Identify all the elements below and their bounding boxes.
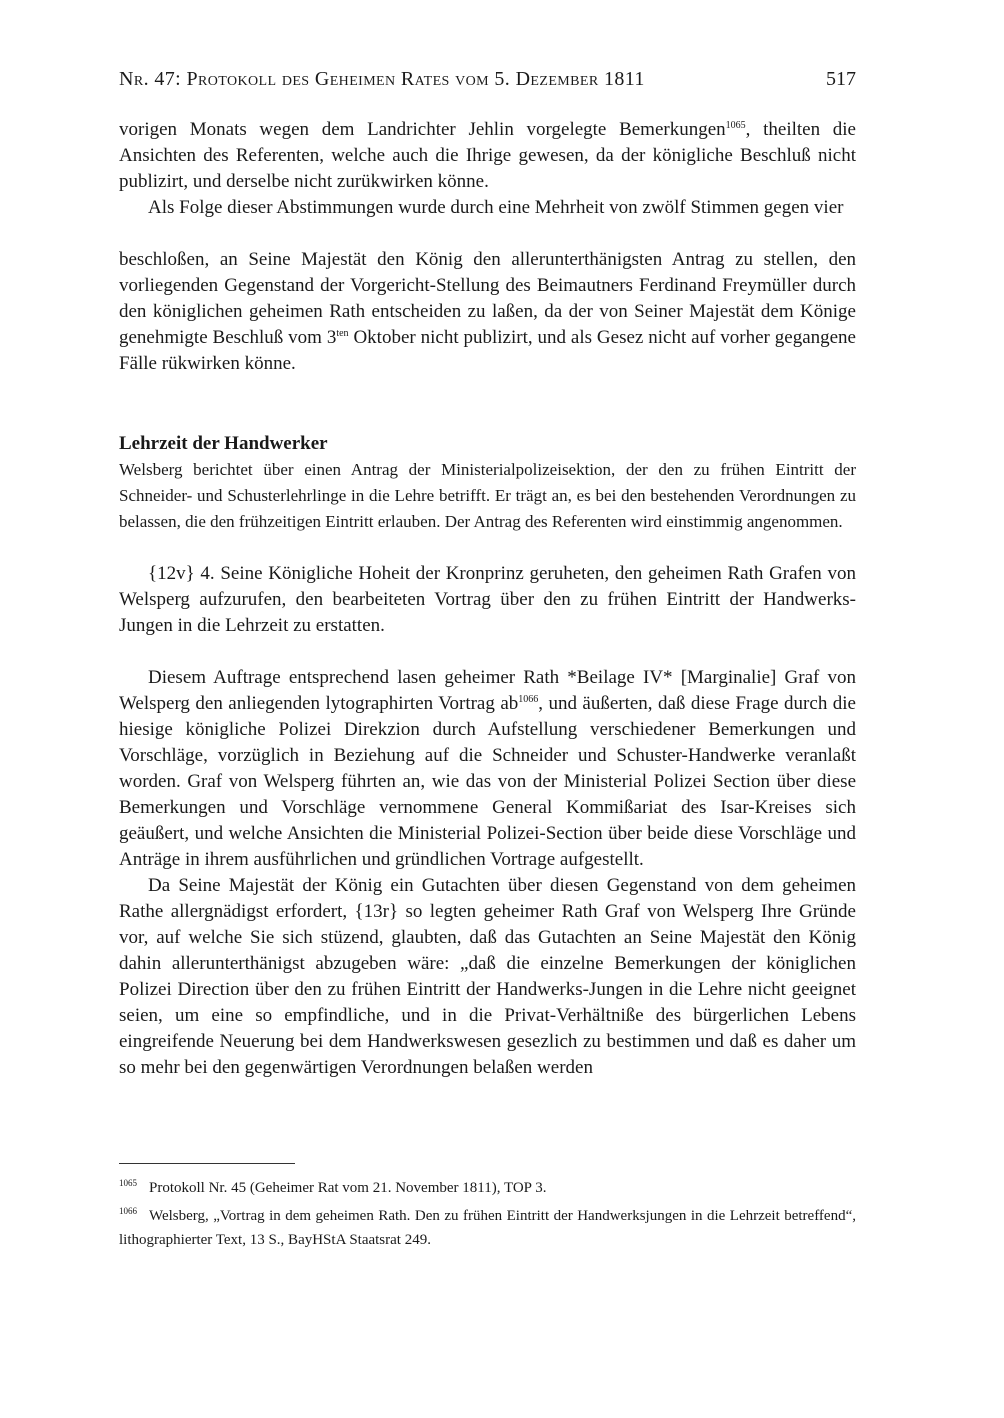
footnote-ref-1066[interactable]: 1066 [518, 694, 539, 705]
section-heading: Lehrzeit der Handwerker [119, 433, 328, 454]
page-number: 517 [826, 68, 856, 90]
footnote-number: 1065 [119, 1178, 137, 1188]
main-text [119, 117, 856, 1081]
resolution-block: beschloßen, an Seine Majestät den König den allerunterthänigsten Antrag zu stellen, den vorliegenden Gegenstand der Vorgericht-Stellung des Beimautners Ferdinand Freymüller durch den königlichen geheimen Rath entscheiden zu laßen, da der von Seiner Majestät dem Könige genehmigte Beschluß vom $3^{ten}$ Oktober nicht publizirt, und als Gesez nicht auf vorher gegangene Fälle rükwirken könne. [119, 249, 856, 374]
running-title: Nr. 47: Protokoll des Geheimen Rates vom 5. Dezember 1811 [119, 68, 645, 90]
paragraph-item-4: {12v} 4. Seine Königliche Hoheit der Kronprinz geruheten, den geheimen Rath Grafen von Welsperg aufzurufen, den bearbeiteten Vortrag über den zu frühen Eintritt der Handwerks-Jungen in die Lehrzeit zu erstatten. [119, 563, 856, 636]
section-summary: Welsberg berichtet über einen Antrag der Ministerialpolizeisektion, der den zu frühen Eintritt der Schneider- und Schusterlehrlinge in die Lehre betrifft. Er trägt an, es bei den bestehenden Verordnungen zu belassen, die den frühzeitigen Eintritt erlauben. Der Antrag des Referenten wird einstimmig angenommen. [119, 460, 856, 531]
paragraph-opinion: Da Seine Majestät der König ein Gutachten über diesen Gegenstand von dem geheimen Rathe allergnädigst erfordert, {13r} so legten geheimer Rath Graf von Welsperg Ihre Gründe vor, auf welche Sie sich stüzend, glaubten, daß das Gutachten an Seine Majestät den König dahin allerunterthänigst abzugeben wäre: „daß die einzelne Bemerkungen der königlichen Polizei Direction über den zu frühen Eintritt der Handwerks-Jungen in die Lehre nicht geeignet seien, um eine so empfindliche, und in die Privat-Verhältniße des bürgerlichen Lebens eingreifende Neuerung bei dem Handwerkswesen gesezlich zu bestimmen und daß es daher um so mehr bei den gegenwärtigen Verordnungen belaßen werden [119, 875, 856, 1078]
footnote-text: Welsberg, „Vortrag in dem geheimen Rath. Den zu frühen Eintritt der Handwerksjungen in die Lehrzeit betreffend“, lithographierter Text, 13 S., BayHStA Staatsrat 249. [119, 1208, 856, 1248]
paragraph-report: Diesem Auftrage entsprechend lasen geheimer Rath *Beilage IV* [Marginalie] Graf von Welsperg den anliegenden lytographirten Vortrag $ab^{1066}$, und äußerten, daß diese Frage durch die hiesige königliche Polizei Direkzion durch Aufstellung verschiedener Bemerkungen und Vorschläge, vorzüglich in Beziehung auf die Schneider und Schuster-Handwerke veranlaßt worden. Graf von Welsperg führten an, wie das von der Ministerial Polizei Section über diese Bemerkungen und Vorschläge vernommene General Kommißariat des Isar-Kreises sich geäußert, und welche Ansichten die Ministerial Polizei-Section über beide diese Vorschläge und Anträge in ihrem ausführlichen und gründlichen Vortrage aufgestellt. [119, 667, 856, 870]
footnote-text: Protokoll Nr. 45 (Geheimer Rat vom 21. November 1811), TOP 3. [149, 1180, 547, 1196]
footnote-number: 1066 [119, 1206, 137, 1216]
footnotes [119, 1176, 856, 1256]
paragraph-vote: Als Folge dieser Abstimmungen wurde durch eine Mehrheit von zwölf Stimmen gegen vier [148, 197, 844, 218]
footnote-1066 [119, 1204, 856, 1252]
paragraph-continuation: vorigen Monats wegen dem Landrichter Jehlin vorgelegte Bemerkungen$^{1065}$, theilten die Ansichten des Referenten, welche auch die Ihrige gewesen, da der königliche Beschluß nicht publizirt, und derselbe nicht zurükwirken könne. [119, 119, 856, 192]
footnote-divider [119, 1163, 295, 1164]
footnote-1065 [119, 1176, 856, 1200]
running-header [119, 64, 856, 94]
superscript-ten: ten [336, 328, 349, 339]
footnote-ref-1065[interactable]: 1065 [725, 120, 746, 131]
